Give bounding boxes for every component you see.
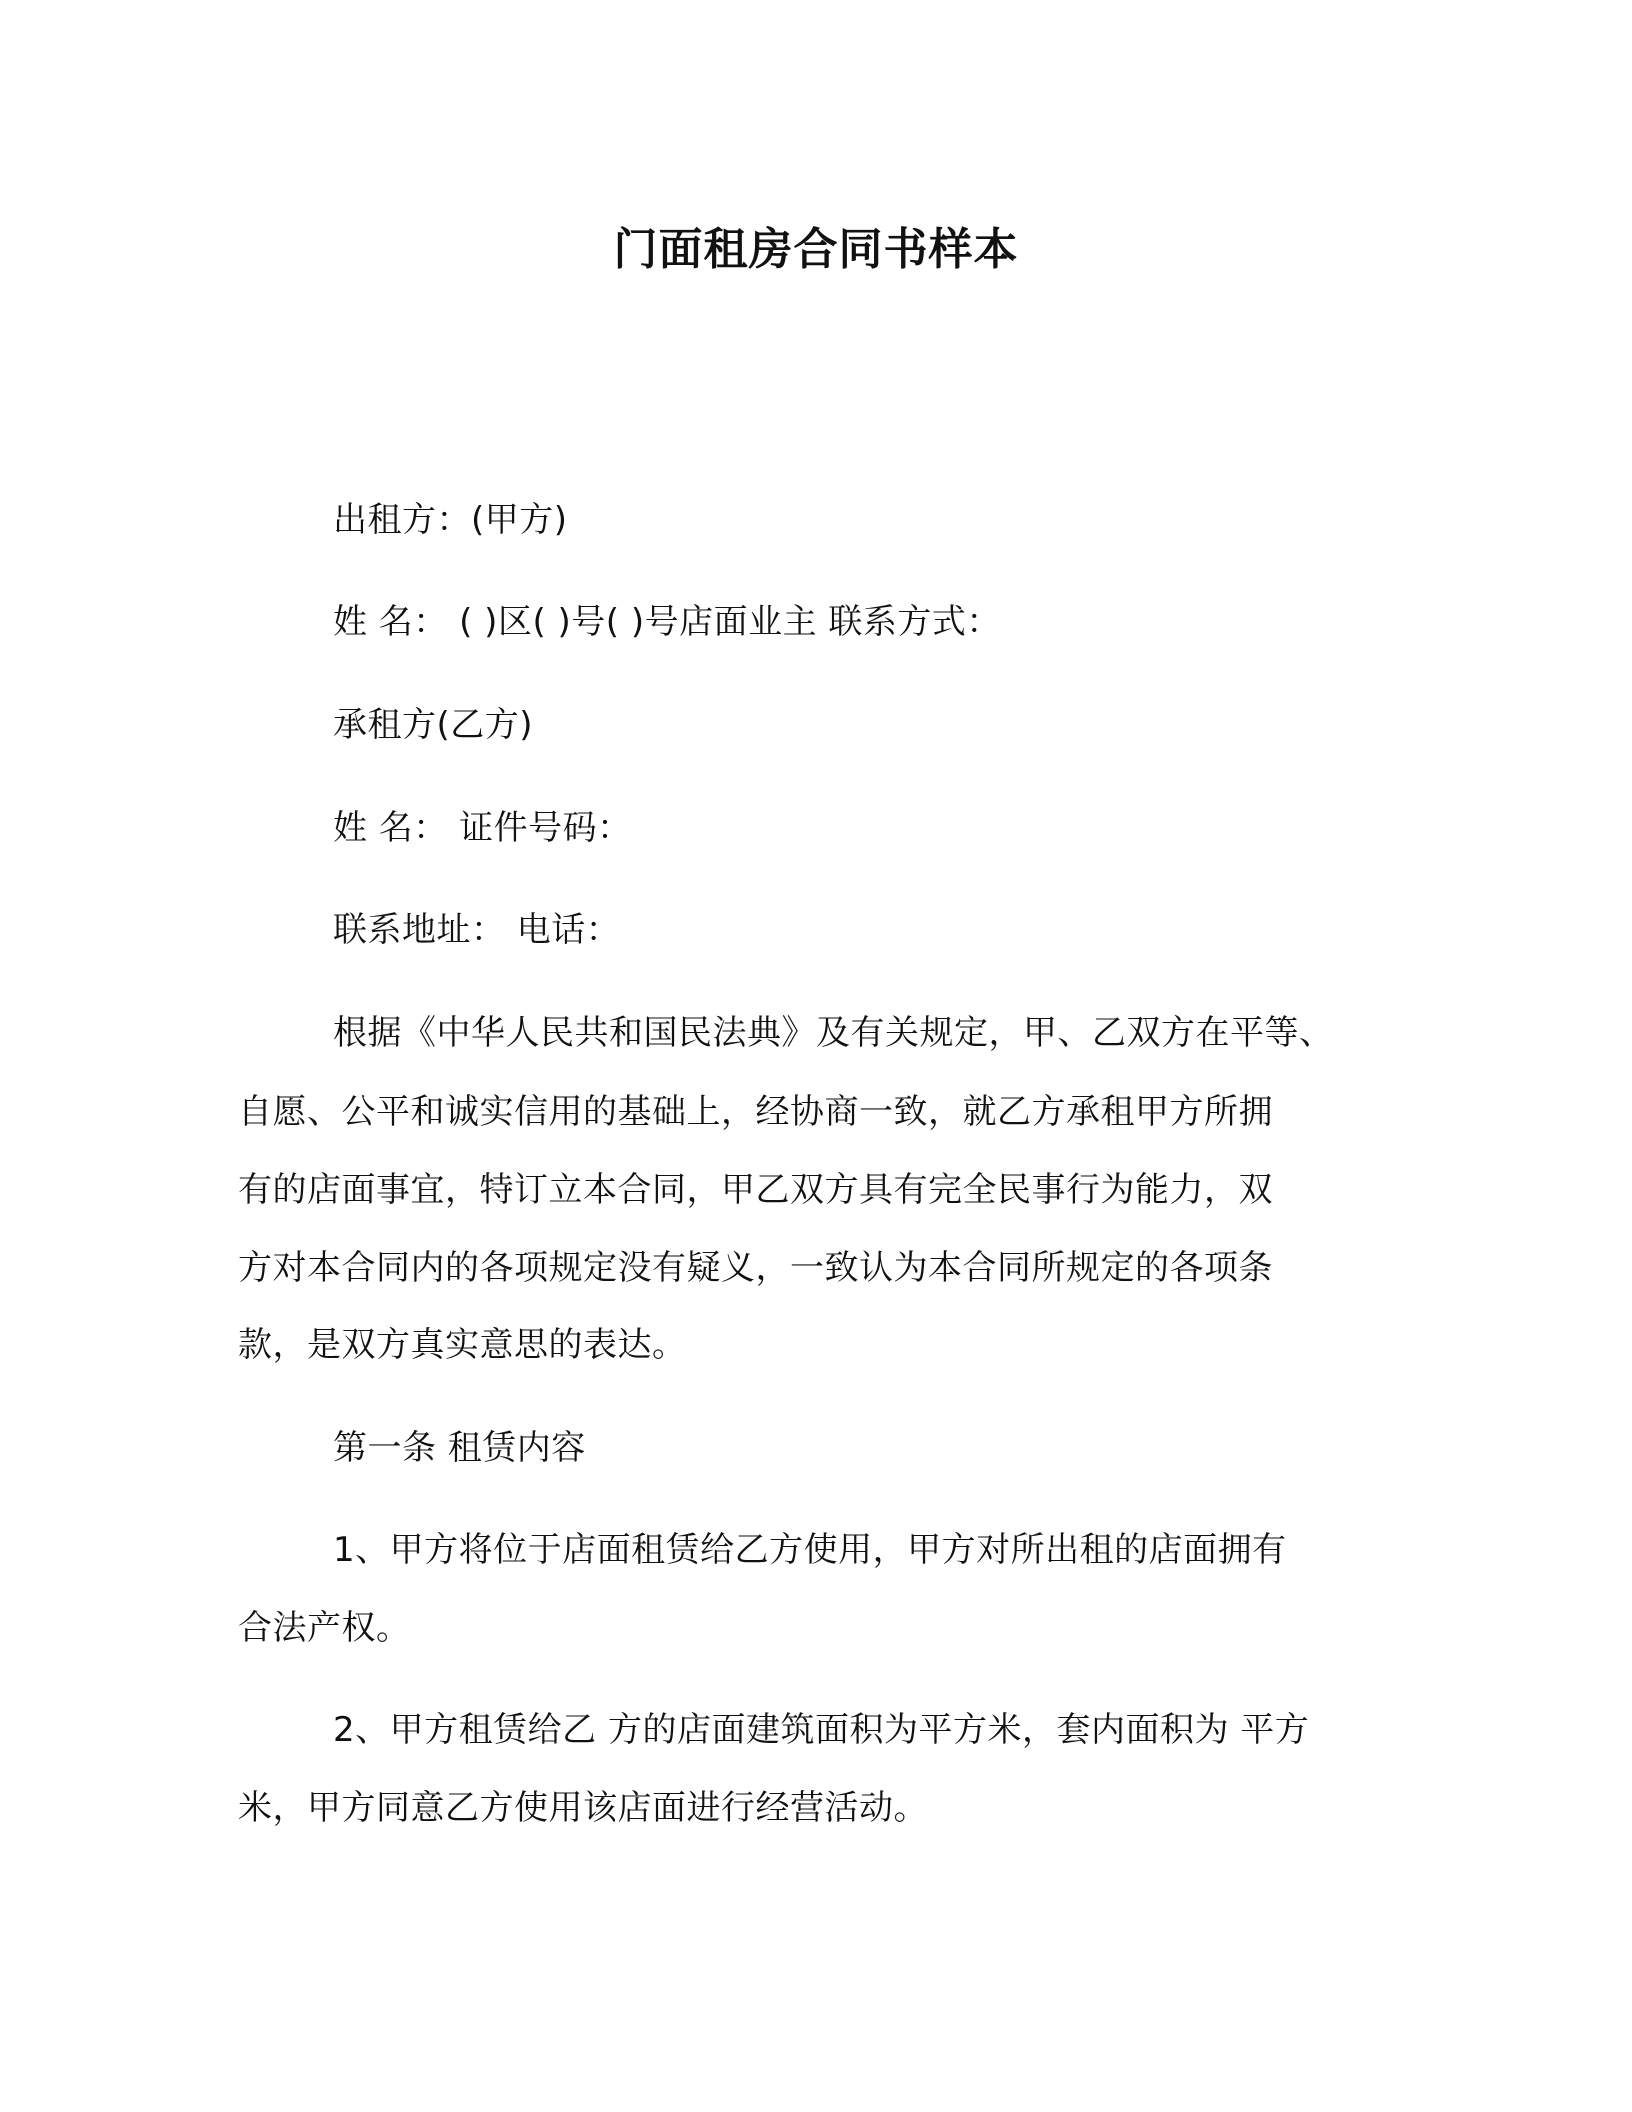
preamble-line-5: 款，是双方真实意思的表达。 [238, 1325, 687, 1365]
lessee-name-line: 姓 名： 证件号码： [333, 808, 632, 848]
lessor-label: 出租方：(甲方) [333, 500, 568, 540]
clause-2-line-1: 2、甲方租赁给乙 方的店面建筑面积为平方米，套内面积为 平方 [333, 1710, 1310, 1750]
lessee-contact-line: 联系地址： 电话： [333, 910, 621, 950]
preamble-line-1: 根据《中华人民共和国民法典》及有关规定，甲、乙双方在平等、 [333, 1013, 1334, 1053]
clause-2-line-2: 米，甲方同意乙方使用该店面进行经营活动。 [238, 1788, 928, 1828]
preamble-line-3: 有的店面事宜，特订立本合同，甲乙双方具有完全民事行为能力，双 [238, 1170, 1273, 1210]
article-1-heading: 第一条 租赁内容 [333, 1428, 586, 1468]
lessee-label: 承租方(乙方) [333, 705, 534, 745]
lessor-name-line: 姓 名： ( )区( )号( )号店面业主 联系方式： [333, 602, 1001, 642]
document-title: 门面租房合同书样本 [613, 224, 1019, 275]
preamble-line-4: 方对本合同内的各项规定没有疑义，一致认为本合同所规定的各项条 [238, 1248, 1273, 1288]
preamble-line-2: 自愿、公平和诚实信用的基础上，经协商一致，就乙方承租甲方所拥 [238, 1092, 1273, 1132]
clause-1-line-2: 合法产权。 [238, 1608, 411, 1648]
clause-1-line-1: 1、甲方将位于店面租赁给乙方使用，甲方对所出租的店面拥有 [333, 1530, 1287, 1570]
